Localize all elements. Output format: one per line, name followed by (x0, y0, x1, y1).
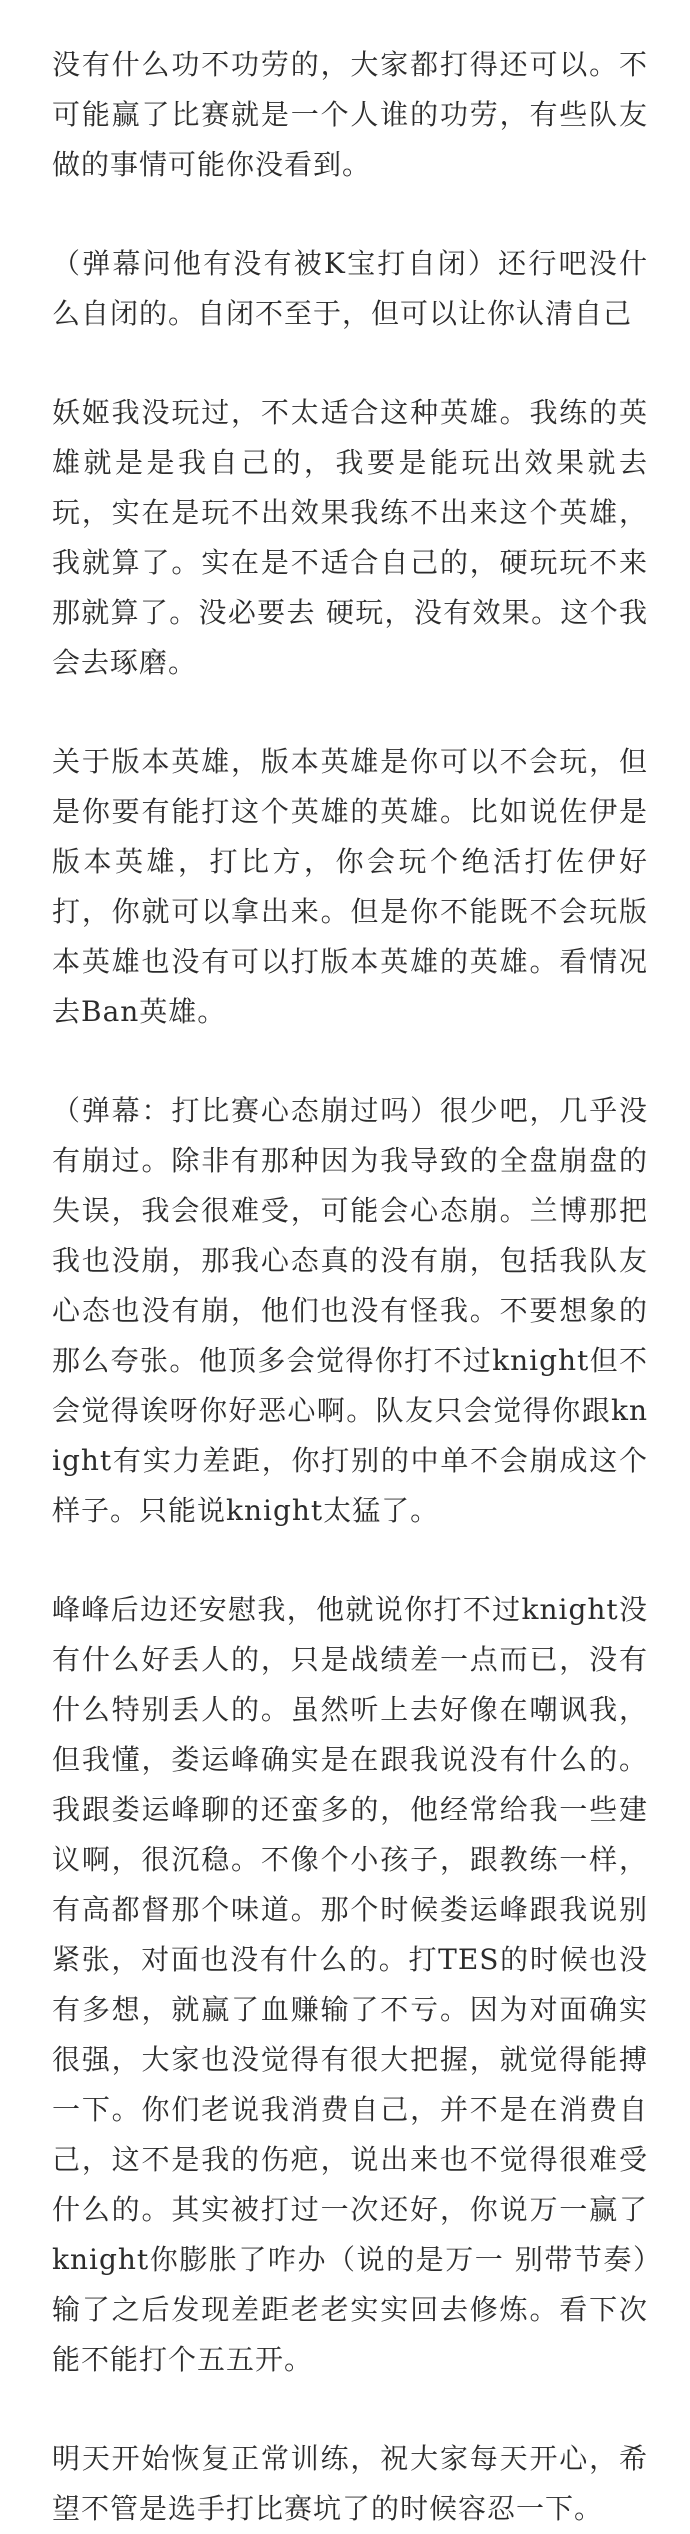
paragraph-5: （弹幕：打比赛心态崩过吗）很少吧，几乎没有崩过。除非有那种因为我导致的全盘崩盘的失误，我会很难受，可能会心态崩。兰博那把我也没崩，那我心态真的没有崩，包括我队友心态也没有崩，他们也没有怪我。不要想象的那么夸张。他顶多会觉得你打不过knight但不会觉得诶呀你好恶心啊。队友只会觉得你跟knight有实力差距，你打别的中单不会崩成这个样子。只能说knight太猛了。 (52, 1094, 648, 1527)
paragraph-6: 峰峰后边还安慰我，他就说你打不过knight没有什么好丢人的，只是战绩差一点而已，没有什么特别丢人的。虽然听上去好像在嘲讽我，但我懂，娄运峰确实是在跟我说没有什么的。我跟娄运峰聊的还蛮多的，他经常给我一些建议啊，很沉稳。不像个小孩子，跟教练一样，有高都督那个味道。那个时候娄运峰跟我说别紧张，对面也没有什么的。打TES的时候也没有多想，就赢了血赚输了不亏。因为对面确实很强，大家也没觉得有很大把握，就觉得能搏一下。你们老说我消费自己，并不是在消费自己，这不是我的伤疤，说出来也不觉得很难受什么的。其实被打过一次还好，你说万一赢了knight你膨胀了咋办（说的是万一 别带节奏）输了之后发现差距老老实实回去修炼。看下次能不能打个五五开。 (52, 1593, 648, 2376)
paragraph-1: 没有什么功不功劳的，大家都打得还可以。不可能赢了比赛就是一个人谁的功劳，有些队友做的事情可能你没看到。 (52, 48, 648, 181)
paragraph-7: 明天开始恢复正常训练，祝大家每天开心，希望不管是选手打比赛坑了的时候容忍一下。 (52, 2442, 648, 2525)
paragraph-4: 关于版本英雄，版本英雄是你可以不会玩，但是你要有能打这个英雄的英雄。比如说佐伊是版本英雄，打比方，你会玩个绝活打佐伊好打，你就可以拿出来。但是你不能既不会玩版本英雄也没有可以打版本英雄的英雄。看情况去Ban英雄。 (52, 745, 648, 1028)
paragraph-3: 妖姬我没玩过，不太适合这种英雄。我练的英雄就是是我自己的，我要是能玩出效果就去玩，实在是玩不出效果我练不出来这个英雄，我就算了。实在是不适合自己的，硬玩玩不来那就算了。没必要去 硬玩，没有效果。这个我会去琢磨。 (52, 396, 648, 679)
paragraph-2: （弹幕问他有没有被K宝打自闭）还行吧没什么自闭的。自闭不至于，但可以让你认清自己 (52, 247, 648, 330)
